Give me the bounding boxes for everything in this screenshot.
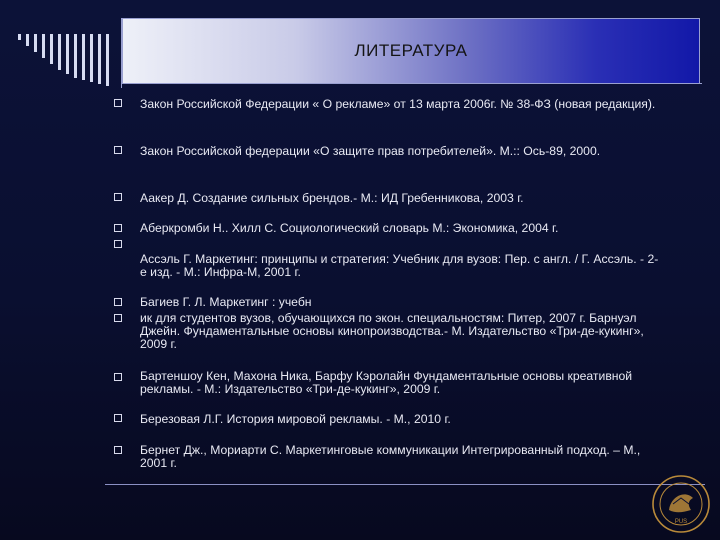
bullet-icon [114,193,122,201]
bullet-icon [114,224,122,232]
bullet-icon [114,314,122,322]
title-divider [122,83,702,84]
page-title: ЛИТЕРАТУРА [354,41,468,60]
list-item: Березовая Л.Г. История мировой рекламы. - М., 2010 г. [140,412,451,426]
list-item: Бартеншоу Кен, Махона Ника, Барфу Кэролайн Фундаментальные основы креативной рекламы. - М.: Издательство «Три-де-кукинг», 2009 г. [140,369,633,396]
seal-text: PUS [674,519,688,525]
bullet-icon [114,414,122,422]
university-seal-icon [651,474,711,534]
title-divider-vertical [121,18,122,88]
bullet-icon [114,373,122,381]
list-item: Багиев Г. Л. Маркетинг : учебн [140,295,312,309]
bullet-icon [114,240,122,248]
bullet-icon [114,146,122,154]
list-item: Ассэль Г. Маркетинг: принципы и стратегия: Учебник для вузов: Пер. с англ. / Г. Ассэль. - 2-е изд. - М.: Инфра-М, 2001 г. [140,252,659,279]
list-item: Закон Российской федерации «О защите прав потребителей». М.:: Ось-89, 2000. [140,144,601,158]
bullet-icon [114,446,122,454]
title-banner [122,18,700,84]
bullet-icon [114,99,122,107]
list-item: Закон Российской Федерации « О рекламе» от 13 марта 2006г. № 38-ФЗ (новая редакция). [140,97,656,111]
list-item: Аберкромби Н.. Хилл С. Социологический словарь М.: Экономика, 2004 г. [140,221,559,235]
footer-divider [105,484,705,485]
bullet-icon [114,298,122,306]
list-item: Бернет Дж., Мориарти С. Маркетинговые коммуникации Интегрированный подход. – М., 2001 г. [140,443,641,470]
list-item: ик для студентов вузов, обучающихся по экон. специальностям: Питер, 2007 г. Барнуэл Джейн. Фундаментальные основы кинопроизводства.- М. Издательство «Три-де-кукинг», 2009 г. [140,311,644,351]
list-item: Аакер Д. Создание сильных брендов.- М.: ИД Гребенникова, 2003 г. [140,191,524,205]
